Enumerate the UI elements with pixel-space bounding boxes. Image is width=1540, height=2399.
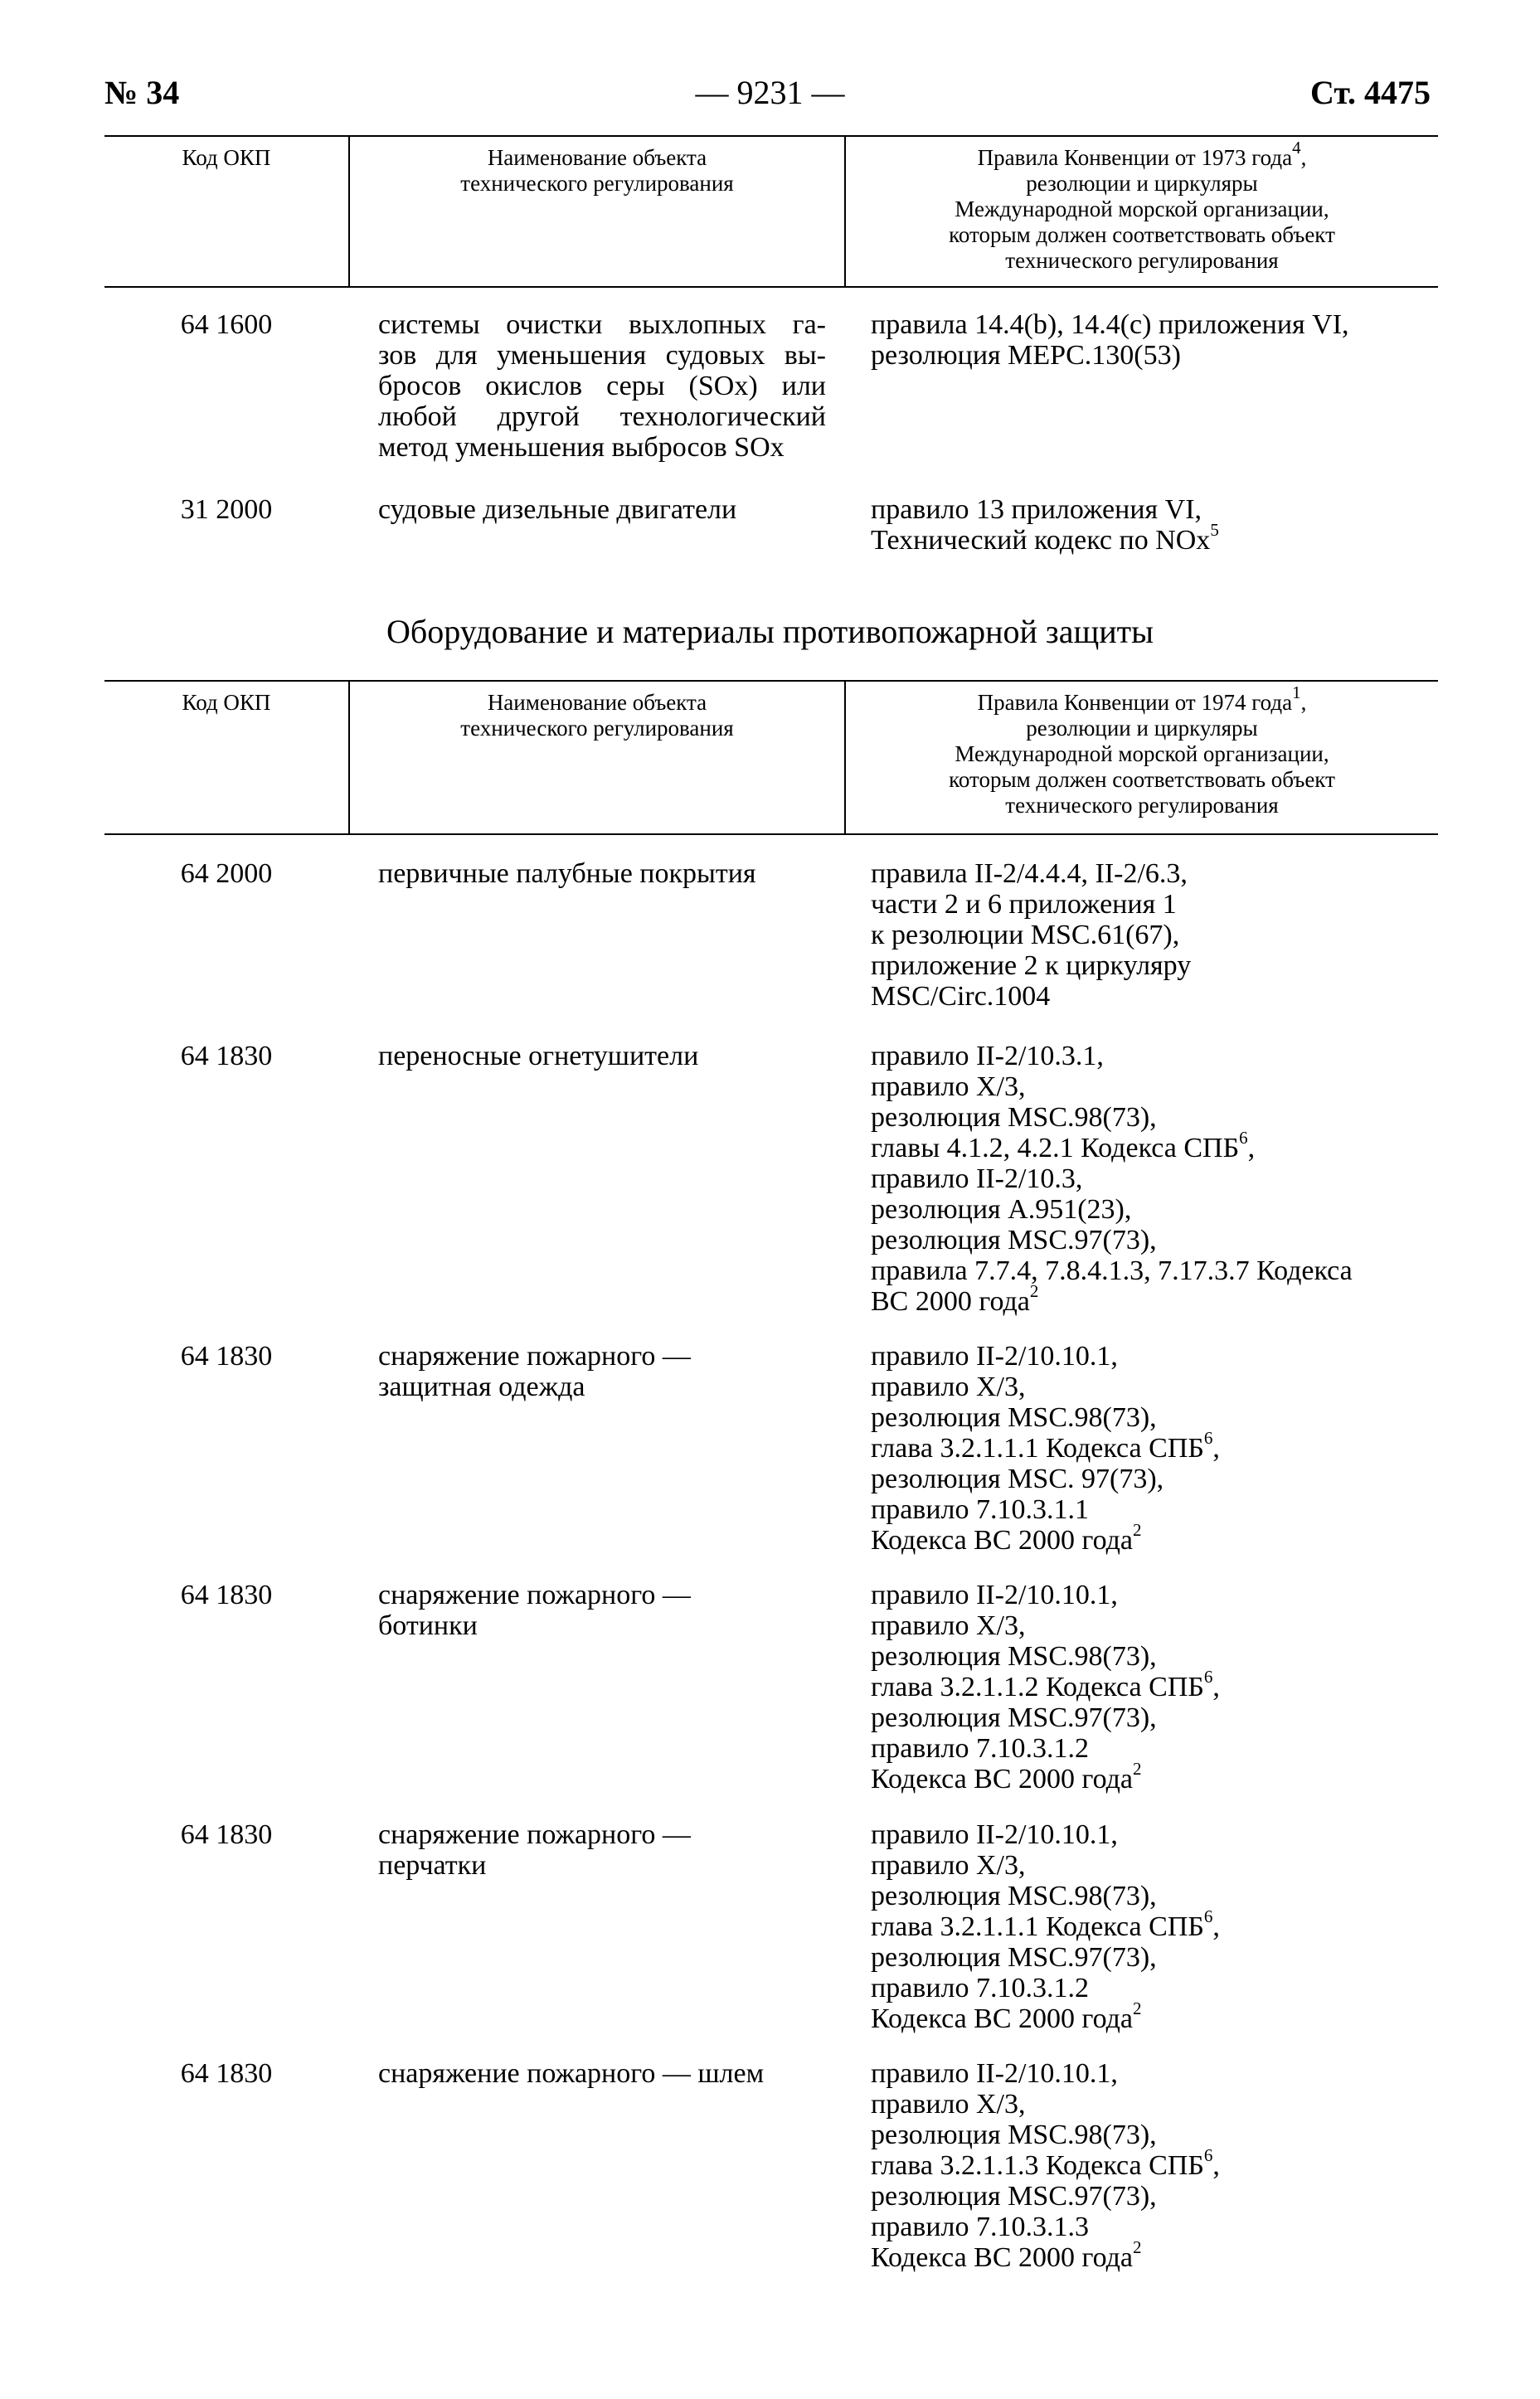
okp-code: 64 1830 bbox=[180, 1341, 273, 1372]
footnote-ref: 1 bbox=[1292, 682, 1301, 702]
rule-text: резолюция MEPC.130(53) bbox=[871, 340, 1181, 371]
footnote-ref: 4 bbox=[1292, 138, 1301, 158]
applicable-rules bbox=[871, 1041, 1438, 1317]
rule-text: Кодекса ВС 2000 года bbox=[871, 2242, 1134, 2273]
applicable-rules bbox=[871, 1341, 1438, 1556]
rule-text: резолюция A.951(23), bbox=[871, 1194, 1132, 1225]
rule-text: правило 7.10.3.1.2 bbox=[871, 1733, 1090, 1764]
rule-text: резолюция MSC. 97(73), bbox=[871, 1464, 1164, 1494]
rule-text: правило X/3, bbox=[871, 1071, 1026, 1102]
footnote-ref: 6 bbox=[1203, 1427, 1213, 1448]
rule-tail: , bbox=[1212, 1672, 1220, 1702]
name-line: снаряжение пожарного — bbox=[378, 1819, 691, 1850]
rule-text: резолюция MSC.97(73), bbox=[871, 2181, 1157, 2212]
rule-line bbox=[871, 1580, 1438, 1610]
object-name bbox=[378, 1341, 826, 1402]
rule-text: правило II-2/10.10.1, bbox=[871, 2058, 1118, 2089]
rule-text: технического регулирования bbox=[1005, 248, 1279, 273]
rule-line bbox=[871, 340, 1438, 371]
rule-line bbox=[846, 138, 1438, 171]
rule-text: правило II-2/10.3, bbox=[871, 1163, 1083, 1194]
rule-line bbox=[871, 1280, 1438, 1317]
object-name bbox=[378, 1041, 826, 1071]
page-number: — 9231 — bbox=[695, 74, 845, 111]
name-line: метод уменьшения выбросов SOx bbox=[378, 432, 785, 463]
name-line: зов для уменьшения судовых вы- bbox=[378, 340, 826, 371]
okp-code: 64 2000 bbox=[180, 858, 273, 889]
rule-line bbox=[846, 767, 1438, 793]
rule-line bbox=[871, 1641, 1438, 1672]
rule-line bbox=[871, 1225, 1438, 1255]
rule-text: Правила Конвенции от 1974 года bbox=[977, 690, 1293, 715]
footnote-ref: 2 bbox=[1133, 1519, 1142, 1540]
header-code bbox=[104, 137, 348, 286]
rule-tail: , bbox=[1247, 1133, 1256, 1163]
applicable-rules bbox=[871, 1580, 1438, 1794]
rule-line bbox=[871, 2181, 1438, 2212]
name-line: бросов окислов серы (SOx) или bbox=[378, 371, 826, 401]
rule-tail: , bbox=[1300, 690, 1307, 715]
rule-text: главы 4.1.2, 4.2.1 Кодекса СПБ bbox=[871, 1133, 1240, 1163]
rule-text: резолюция MSC.98(73), bbox=[871, 1102, 1157, 1133]
rule-text: правило X/3, bbox=[871, 2089, 1026, 2120]
rule-text: Международной морской организации, bbox=[955, 197, 1329, 221]
rule-line bbox=[871, 2058, 1438, 2089]
rule-line bbox=[871, 981, 1438, 1012]
rule-text: правило II-2/10.10.1, bbox=[871, 1341, 1118, 1372]
footnote-ref: 6 bbox=[1239, 1127, 1248, 1148]
rule-line bbox=[871, 2236, 1438, 2273]
applicable-rules bbox=[871, 309, 1438, 371]
rule-line bbox=[871, 1341, 1438, 1372]
rule-line bbox=[871, 2120, 1438, 2150]
header-line: технического регулирования bbox=[460, 171, 734, 196]
rule-line bbox=[871, 1610, 1438, 1641]
rule-text: ВС 2000 года bbox=[871, 1286, 1030, 1317]
footnote-ref: 6 bbox=[1203, 1666, 1213, 1687]
applicable-rules bbox=[871, 2058, 1438, 2273]
okp-code: 64 1600 bbox=[180, 309, 273, 340]
footnote-ref: 6 bbox=[1203, 1906, 1213, 1926]
rule-line bbox=[871, 1194, 1438, 1225]
footnote-ref: 2 bbox=[1133, 1758, 1142, 1779]
rule-text: Правила Конвенции от 1973 года bbox=[977, 145, 1293, 170]
rule-line bbox=[871, 494, 1438, 525]
rule-line bbox=[871, 889, 1438, 920]
rule-text: правила 14.4(b), 14.4(c) приложения VI, bbox=[871, 309, 1349, 340]
rule-line bbox=[871, 1758, 1438, 1794]
rule-line bbox=[871, 1464, 1438, 1494]
name-line: переносные огнетушители bbox=[378, 1041, 699, 1071]
rule-line bbox=[871, 1255, 1438, 1286]
rule-text: которым должен соответствовать объект bbox=[949, 767, 1335, 792]
okp-code: 64 1830 bbox=[180, 1580, 273, 1610]
rule-line bbox=[846, 682, 1438, 716]
rule-line bbox=[871, 858, 1438, 889]
footnote-ref: 2 bbox=[1029, 1280, 1039, 1301]
rule-text: правило X/3, bbox=[871, 1850, 1026, 1881]
rule-line bbox=[871, 2089, 1438, 2120]
rule-text: Кодекса ВС 2000 года bbox=[871, 1764, 1134, 1794]
rule-text: резолюция MSC.98(73), bbox=[871, 2120, 1157, 2150]
regulation-table-emissions bbox=[104, 135, 1438, 556]
rule-line bbox=[871, 1973, 1438, 2003]
footnote-ref: 2 bbox=[1133, 1998, 1142, 2018]
rule-text: правило II-2/10.3.1, bbox=[871, 1041, 1104, 1071]
rule-tail: , bbox=[1300, 145, 1307, 170]
rule-line bbox=[871, 1666, 1438, 1702]
header-line: Наименование объекта bbox=[487, 145, 707, 170]
rule-line bbox=[846, 248, 1438, 274]
rule-tail: , bbox=[1212, 1911, 1220, 1942]
rule-text: правило II-2/10.10.1, bbox=[871, 1580, 1118, 1610]
rule-text: правило 13 приложения VI, bbox=[871, 494, 1202, 525]
name-line: снаряжение пожарного — bbox=[378, 1341, 691, 1372]
name-line: перчатки bbox=[378, 1850, 487, 1881]
rule-line bbox=[871, 1850, 1438, 1881]
issue-number: № 34 bbox=[104, 74, 180, 111]
rule-text: приложение 2 к циркуляру bbox=[871, 950, 1192, 981]
rule-line bbox=[871, 1041, 1438, 1071]
header-rules bbox=[844, 682, 1438, 833]
rule-line bbox=[871, 519, 1438, 556]
header-line: Код ОКП bbox=[182, 145, 271, 170]
rule-text: резолюция MSC.98(73), bbox=[871, 1641, 1157, 1672]
name-line: судовые дизельные двигатели bbox=[378, 494, 737, 525]
object-name bbox=[378, 858, 826, 889]
regulation-table-fire-protection bbox=[104, 680, 1438, 2273]
rule-text: технического регулирования bbox=[1005, 793, 1279, 818]
rule-text: правила 7.7.4, 7.8.4.1.3, 7.17.3.7 Кодекса bbox=[871, 1255, 1353, 1286]
rule-tail: , bbox=[1212, 1433, 1220, 1464]
rule-text: Кодекса ВС 2000 года bbox=[871, 1525, 1134, 1556]
rule-text: правило X/3, bbox=[871, 1372, 1026, 1402]
rule-line bbox=[871, 1733, 1438, 1764]
rule-text: которым должен соответствовать объект bbox=[949, 222, 1335, 247]
rule-line bbox=[871, 1102, 1438, 1133]
rule-line bbox=[871, 1427, 1438, 1464]
table-header bbox=[104, 135, 1438, 288]
applicable-rules bbox=[871, 494, 1438, 556]
header-code bbox=[104, 682, 348, 833]
section-title: Оборудование и материалы противопожарной защиты bbox=[386, 613, 1154, 650]
footnote-ref: 6 bbox=[1203, 2144, 1213, 2165]
rule-line bbox=[846, 171, 1438, 197]
okp-code: 64 1830 bbox=[180, 1041, 273, 1071]
footnote-ref: 2 bbox=[1133, 2236, 1142, 2257]
rule-line bbox=[871, 1402, 1438, 1433]
header-line: Код ОКП bbox=[182, 690, 271, 715]
header-line: Наименование объекта bbox=[487, 690, 707, 715]
rule-text: правила II-2/4.4.4, II-2/6.3, bbox=[871, 858, 1188, 889]
rule-line bbox=[871, 1127, 1438, 1163]
name-line: снаряжение пожарного — шлем bbox=[378, 2058, 765, 2089]
name-line: любой другой технологический bbox=[378, 401, 826, 432]
rule-text: глава 3.2.1.1.1 Кодекса СПБ bbox=[871, 1433, 1204, 1464]
rule-line bbox=[871, 2144, 1438, 2181]
rule-text: правило 7.10.3.1.2 bbox=[871, 1973, 1090, 2003]
footnote-ref: 5 bbox=[1210, 519, 1219, 540]
rule-text: Кодекса ВС 2000 года bbox=[871, 2003, 1134, 2034]
rule-text: резолюция MSC.98(73), bbox=[871, 1402, 1157, 1433]
rule-line bbox=[871, 1998, 1438, 2034]
rule-line bbox=[871, 1519, 1438, 1556]
okp-code: 64 1830 bbox=[180, 2058, 273, 2089]
rule-tail: , bbox=[1212, 2150, 1220, 2181]
object-name bbox=[378, 1819, 826, 1881]
rule-text: резолюции и циркуляры bbox=[1026, 171, 1258, 196]
rule-text: резолюция MSC.98(73), bbox=[871, 1881, 1157, 1911]
rule-text: резолюция MSC.97(73), bbox=[871, 1942, 1157, 1973]
rule-text: части 2 и 6 приложения 1 bbox=[871, 889, 1177, 920]
rule-line bbox=[871, 1819, 1438, 1850]
article-number: Ст. 4475 bbox=[1310, 74, 1431, 111]
rule-line bbox=[871, 1906, 1438, 1942]
rule-line bbox=[846, 793, 1438, 818]
rule-text: резолюция MSC.97(73), bbox=[871, 1702, 1157, 1733]
rule-line bbox=[871, 1881, 1438, 1911]
table-header bbox=[104, 680, 1438, 835]
rule-text: Технический кодекс по NOx bbox=[871, 525, 1211, 556]
rule-text: MSC/Circ.1004 bbox=[871, 981, 1051, 1012]
header-line: технического регулирования bbox=[460, 716, 734, 741]
rule-text: резолюция MSC.97(73), bbox=[871, 1225, 1157, 1255]
rule-line bbox=[871, 309, 1438, 340]
header-name bbox=[348, 682, 844, 833]
rule-text: резолюции и циркуляры bbox=[1026, 716, 1258, 741]
rule-text: правило X/3, bbox=[871, 1610, 1026, 1641]
rule-text: правило 7.10.3.1.1 bbox=[871, 1494, 1090, 1525]
name-line: системы очистки выхлопных га- bbox=[378, 309, 826, 340]
rule-line bbox=[871, 920, 1438, 950]
rule-line bbox=[846, 197, 1438, 222]
object-name bbox=[378, 309, 826, 463]
name-line: защитная одежда bbox=[378, 1372, 585, 1402]
rule-line bbox=[871, 1702, 1438, 1733]
rule-text: правило II-2/10.10.1, bbox=[871, 1819, 1118, 1850]
name-line: ботинки bbox=[378, 1610, 478, 1641]
rule-text: к резолюции MSC.61(67), bbox=[871, 920, 1180, 950]
header-name bbox=[348, 137, 844, 286]
rule-line bbox=[871, 2212, 1438, 2242]
rule-line bbox=[846, 741, 1438, 767]
rule-text: правило 7.10.3.1.3 bbox=[871, 2212, 1090, 2242]
rule-line bbox=[871, 1163, 1438, 1194]
rule-line bbox=[871, 1494, 1438, 1525]
rule-text: Международной морской организации, bbox=[955, 741, 1329, 766]
rule-line bbox=[871, 1071, 1438, 1102]
header-rules bbox=[844, 137, 1438, 286]
object-name bbox=[378, 1580, 826, 1641]
rule-text: глава 3.2.1.1.1 Кодекса СПБ bbox=[871, 1911, 1204, 1942]
rule-line bbox=[846, 716, 1438, 741]
name-line: снаряжение пожарного — bbox=[378, 1580, 691, 1610]
rule-text: глава 3.2.1.1.3 Кодекса СПБ bbox=[871, 2150, 1204, 2181]
name-line: первичные палубные покрытия bbox=[378, 858, 756, 889]
object-name bbox=[378, 2058, 826, 2089]
rule-line bbox=[871, 950, 1438, 981]
rule-text: глава 3.2.1.1.2 Кодекса СПБ bbox=[871, 1672, 1204, 1702]
okp-code: 31 2000 bbox=[180, 494, 273, 525]
rule-line bbox=[846, 222, 1438, 248]
object-name bbox=[378, 494, 826, 525]
rule-line bbox=[871, 1942, 1438, 1973]
applicable-rules bbox=[871, 1819, 1438, 2034]
okp-code: 64 1830 bbox=[180, 1819, 273, 1850]
rule-line bbox=[871, 1372, 1438, 1402]
applicable-rules bbox=[871, 858, 1438, 1012]
